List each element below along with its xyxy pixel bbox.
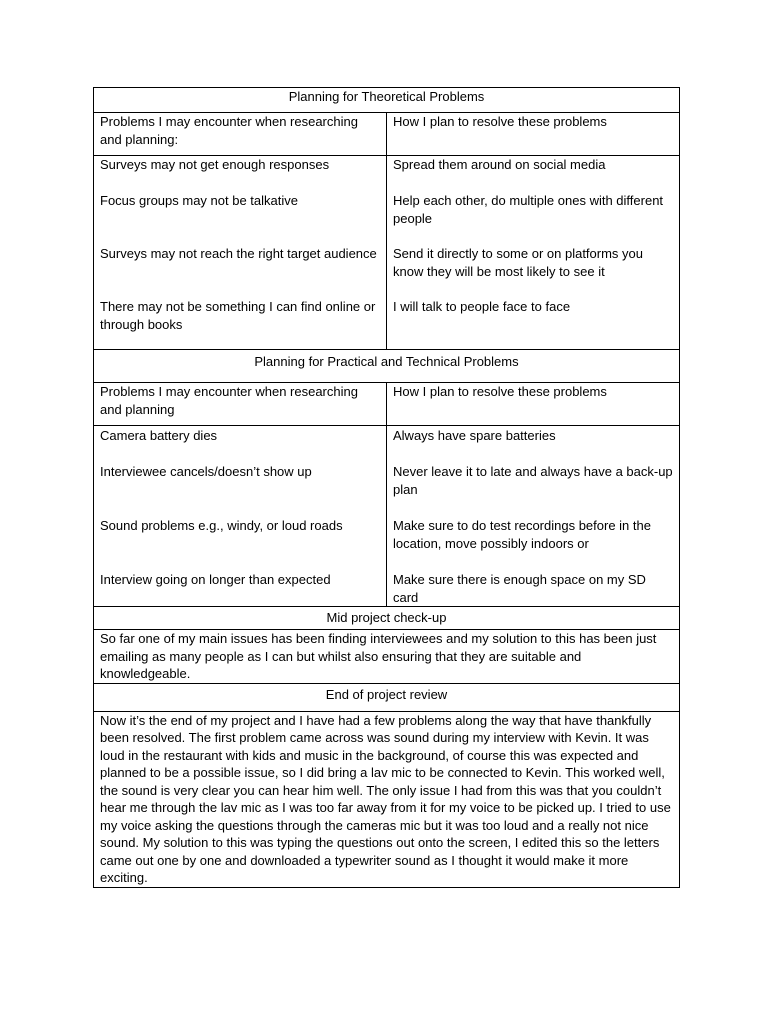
list-item: Help each other, do multiple ones with different people (393, 193, 664, 226)
mid-check-content-row (94, 630, 680, 684)
end-review-title: End of project review (94, 683, 680, 711)
section2-solutions-cell (387, 426, 680, 607)
list-item: Camera battery dies (100, 428, 218, 443)
list-item: Surveys may not get enough responses (100, 157, 330, 172)
list-item: Never leave it to late and always have a back-up plan (393, 464, 673, 497)
list-item: Make sure to do test recordings before in the location, move possibly indoors or (393, 518, 651, 551)
section2-header-row (94, 383, 680, 426)
mid-check-text: So far one of my main issues has been finding interviewees and my solution to this has been just emailing as many people as I can but whilst also ensuring that they are suitable and knowledgeable. (94, 630, 680, 684)
section1-title-row (94, 88, 680, 113)
list-item: Spread them around on social media (393, 157, 606, 172)
section2-solutions-header: How I plan to resolve these problems (387, 383, 680, 426)
section2-title-row (94, 350, 680, 383)
section2-title: Planning for Practical and Technical Problems (94, 350, 680, 383)
list-item: Send it directly to some or on platforms you know they will be most likely to see it (393, 246, 644, 279)
section1-solutions-cell (387, 156, 680, 350)
list-item: There may not be something I can find online or through books (100, 299, 376, 332)
list-item: Interviewee cancels/doesn’t show up (100, 464, 312, 479)
list-item: Interview going on longer than expected (100, 572, 331, 587)
end-review-content-row (94, 711, 680, 887)
section1-header-row (94, 113, 680, 156)
end-review-title-row (94, 683, 680, 711)
list-item: Surveys may not reach the right target audience (100, 246, 377, 261)
planning-table (93, 87, 680, 888)
section2-content-row (94, 426, 680, 607)
list-item: Sound problems e.g., windy, or loud roads (100, 518, 343, 533)
list-item: Focus groups may not be talkative (100, 193, 298, 208)
list-item: Make sure there is enough space on my SD card (393, 572, 646, 605)
list-item: I will talk to people face to face (393, 299, 571, 314)
section1-solutions-header: How I plan to resolve these problems (387, 113, 680, 156)
list-item: Always have spare batteries (393, 428, 556, 443)
section1-title: Planning for Theoretical Problems (94, 88, 680, 113)
section1-problems-header: Problems I may encounter when researching and planning: (94, 113, 387, 156)
section2-problems-cell (94, 426, 387, 607)
end-review-text: Now it’s the end of my project and I have had a few problems along the way that have thankfully been resolved. The first problem came across was sound during my interview with Kevin. It was loud in the restaurant with kids and music in the background, of course this was expected and planned to be a possible issue, so I did bring a lav mic to be connected to Kevin. This worked well, the sound is very clear you can hear him well. The only issue I had from this was that you couldn’t hear me through the lav mic as I was too far away from it for my voice to be picked up. I tried to use my voice asking the questions through the cameras mic but it was too loud and a really not nice sound. My solution to this was typing the questions out onto the screen, I edited this so the letters came out one by one and downloaded a typewriter sound as I thought it would make it more exciting. (94, 711, 680, 887)
section2-problems-header: Problems I may encounter when researching and planning (94, 383, 387, 426)
mid-check-title: Mid project check-up (94, 607, 680, 630)
mid-check-title-row (94, 607, 680, 630)
section1-problems-cell (94, 156, 387, 350)
section1-content-row (94, 156, 680, 350)
